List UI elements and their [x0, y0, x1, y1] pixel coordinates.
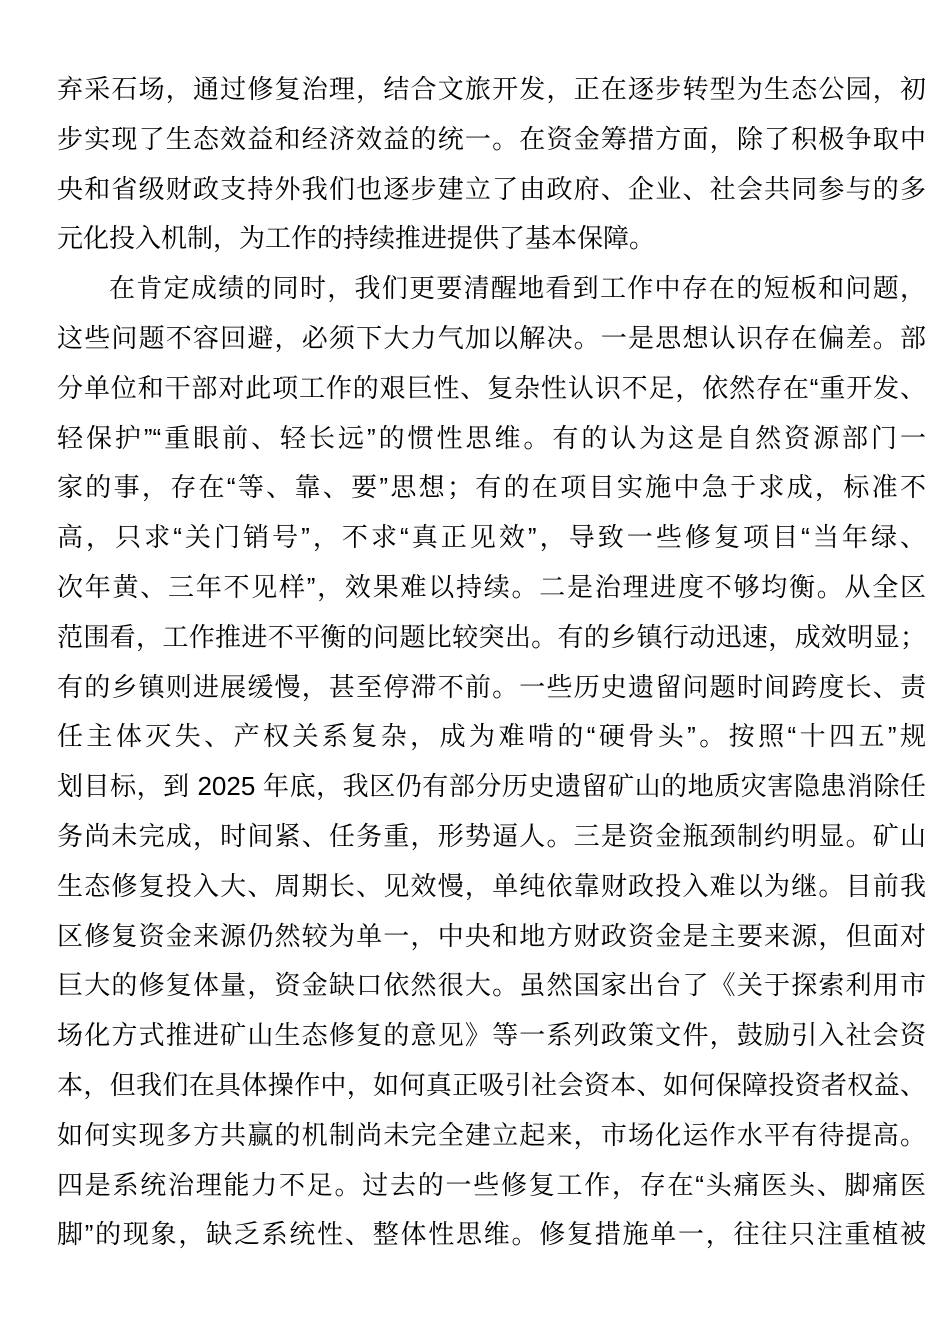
text-line: 弃采石场，通过修复治理，结合文旅开发，正在逐步转型为生态公园，初 — [57, 74, 926, 104]
text-line: 本，但我们在具体操作中，如何真正吸引社会资本、如何保障投资者权益、 — [57, 1069, 926, 1100]
text-line: 生态修复投入大、周期长、见效慢，单纯依靠财政投入难以为继。目前我 — [57, 870, 926, 901]
text-line: 央和省级财政支持外我们也逐步建立了由政府、企业、社会共同参与的多 — [57, 173, 926, 204]
document-body — [57, 65, 926, 1260]
text-line: 划目标，到 2025 年底，我区仍有部分历史遗留矿山的地质灾害隐患消除任 — [57, 771, 926, 802]
text-line: 任主体灭失、产权关系复杂，成为难啃的“硬骨头”。按照“十四五”规 — [57, 721, 926, 752]
text-line: 家的事，存在“等、靠、要”思想；有的在项目实施中急于求成，标准不 — [57, 472, 926, 503]
text-line: 高，只求“关门销号”，不求“真正见效”，导致一些修复项目“当年绿、 — [57, 522, 926, 553]
text-line: 脚”的现象，缺乏系统性、整体性思维。修复措施单一，往往只注重植被 — [57, 1219, 926, 1250]
text-line: 步实现了生态效益和经济效益的统一。在资金筹措方面，除了积极争取中 — [57, 123, 926, 154]
text-line: 场化方式推进矿山生态修复的意见》等一系列政策文件，鼓励引入社会资 — [57, 1020, 926, 1051]
text-line: 如何实现多方共赢的机制尚未完全建立起来，市场化运作水平有待提高。 — [57, 1119, 926, 1150]
text-line: 这些问题不容回避，必须下大力气加以解决。一是思想认识存在偏差。部 — [57, 322, 926, 353]
text-line: 四是系统治理能力不足。过去的一些修复工作，存在“头痛医头、脚痛医 — [57, 1169, 926, 1200]
text-line: 务尚未完成，时间紧、任务重，形势逼人。三是资金瓶颈制约明显。矿山 — [57, 820, 926, 851]
text-line: 在肯定成绩的同时，我们更要清醒地看到工作中存在的短板和问题， — [109, 273, 926, 304]
text-line: 分单位和干部对此项工作的艰巨性、复杂性认识不足，依然存在“重开发、 — [57, 372, 926, 403]
text-line: 轻保护”“重眼前、轻长远”的惯性思维。有的认为这是自然资源部门一 — [57, 422, 926, 453]
text-line: 有的乡镇则进展缓慢，甚至停滞不前。一些历史遗留问题时间跨度长、责 — [57, 671, 926, 702]
text-line: 范围看，工作推进不平衡的问题比较突出。有的乡镇行动迅速，成效明显； — [57, 621, 926, 652]
text-line: 巨大的修复体量，资金缺口依然很大。虽然国家出台了《关于探索利用市 — [57, 970, 926, 1001]
text-line: 次年黄、三年不见样”，效果难以持续。二是治理进度不够均衡。从全区 — [57, 571, 926, 602]
text-line: 元化投入机制，为工作的持续推进提供了基本保障。 — [57, 223, 656, 254]
text-line: 区修复资金来源仍然较为单一，中央和地方财政资金是主要来源，但面对 — [57, 920, 926, 951]
